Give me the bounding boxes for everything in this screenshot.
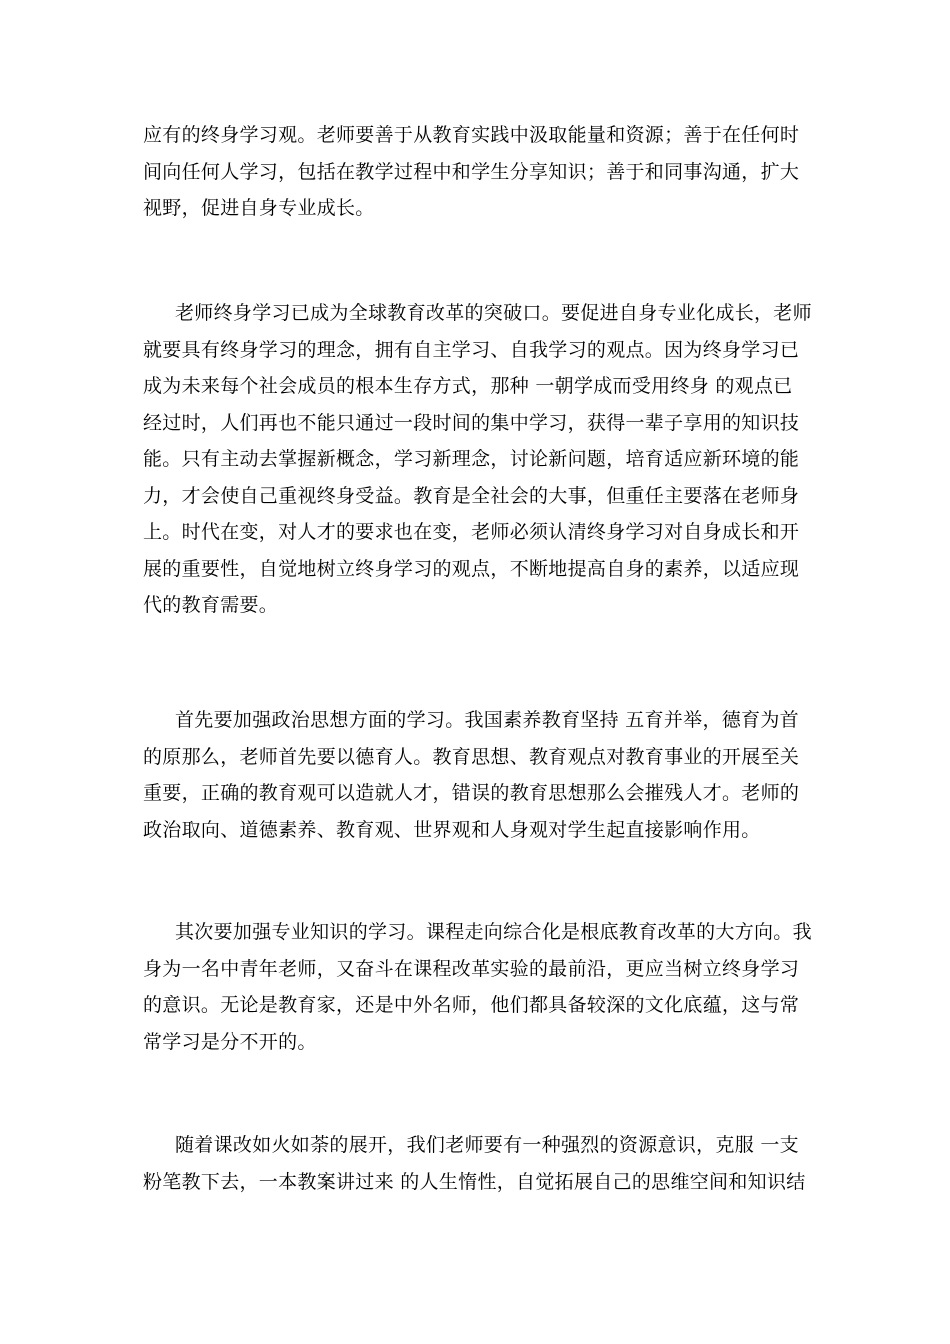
- text-line: 成为未来每个社会成员的根本生存方式，那种 一朝学成而受用终身 的观点已: [143, 375, 793, 397]
- text-line: 力，才会使自己重视终身受益。教育是全社会的大事，但重任主要落在老师身: [143, 484, 800, 507]
- text-line: 的意识。无论是教育家，还是中外名师，他们都具备较深的文化底蕴，这与常: [143, 994, 800, 1016]
- paragraph-2: [143, 295, 813, 624]
- paragraph-1: [143, 117, 813, 227]
- text-line: 就要具有终身学习的理念，拥有自主学习、自我学习的观点。因为终身学习已: [143, 338, 800, 361]
- text-line: 视野，促进自身专业成长。: [143, 197, 375, 219]
- text-line: 粉笔教下去，一本教案讲过来 的人生惰性，自觉拓展自己的思维空间和知识结: [143, 1170, 806, 1193]
- text-line: 政治取向、道德素养、教育观、世界观和人身观对学生起直接影响作用。: [143, 818, 761, 841]
- text-line: 应有的终身学习观。老师要善于从教育实践中汲取能量和资源；善于在任何时: [143, 124, 800, 146]
- text-line: 间向任何人学习，包括在教学过程中和学生分享知识；善于和同事沟通，扩大: [143, 160, 800, 183]
- paragraph-3: [143, 702, 813, 848]
- text-line: 其次要加强专业知识的学习。课程走向综合化是根底教育改革的大方向。我: [175, 921, 812, 943]
- text-line: 身为一名中青年老师，又奋斗在课程改革实验的最前沿，更应当树立终身学习: [143, 957, 800, 980]
- text-line: 能。只有主动去掌握新概念，学习新理念，讨论新问题，培育适应新环境的能: [143, 448, 800, 470]
- text-line: 重要，正确的教育观可以造就人才，错误的教育思想那么会摧残人才。老师的: [143, 782, 800, 804]
- paragraph-4: [143, 914, 813, 1060]
- text-line: 常学习是分不开的。: [143, 1030, 317, 1053]
- text-line: 经过时，人们再也不能只通过一段时间的集中学习，获得一辈子享用的知识技: [143, 411, 800, 434]
- text-line: 代的教育需要。: [143, 594, 279, 616]
- text-line: 老师终身学习已成为全球教育改革的突破口。要促进自身专业化成长，老师: [175, 302, 812, 324]
- text-line: 展的重要性，自觉地树立终身学习的观点，不断地提高自身的素养，以适应现: [143, 557, 800, 580]
- text-line: 随着课改如火如荼的展开，我们老师要有一种强烈的资源意识，克服 一支: [175, 1134, 799, 1156]
- text-line: 首先要加强政治思想方面的学习。我国素养教育坚持 五育并举，德育为首: [175, 709, 799, 731]
- text-line: 上。时代在变，对人才的要求也在变，老师必须认清终身学习对自身成长和开: [143, 521, 800, 543]
- paragraph-5: [143, 1127, 813, 1200]
- text-line: 的原那么，老师首先要以德育人。教育思想、教育观点对教育事业的开展至关: [143, 745, 800, 768]
